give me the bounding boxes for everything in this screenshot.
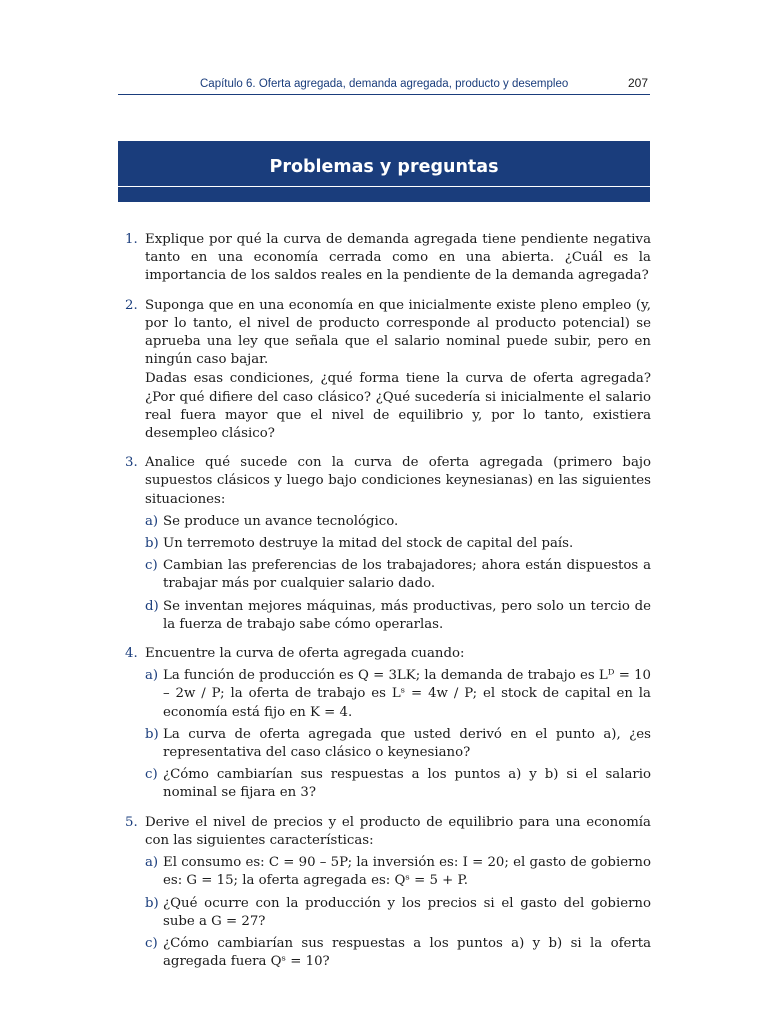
sub-question-letter: b) xyxy=(145,536,159,552)
sub-question-text: ¿Qué ocurre con la producción y los precios si el gasto del gobierno sube a G = 27? xyxy=(163,895,651,929)
problem-number: 1. xyxy=(125,232,138,247)
problem-text: Dadas esas condiciones, ¿qué forma tiene la curva de oferta agregada? ¿Por qué difiere del caso clásico? ¿Qué sucedería si inicialmente el salario real fuera mayor que el nivel de equilibrio y, por lo tanto, existiera desempleo clásico? xyxy=(145,371,651,442)
sub-question-text: Se inventan mejores máquinas, más productivas, pero solo un tercio de la fuerza de trabajo sabe cómo operarlas. xyxy=(163,598,651,632)
problem-number: 3. xyxy=(125,455,138,471)
sub-question xyxy=(145,895,651,931)
problem-text: Analice qué sucede con la curva de oferta agregada (primero bajo supuestos clásicos y luego bajo condiciones keynesianas) en las siguientes situaciones: xyxy=(145,455,651,507)
sub-question-text: La curva de oferta agregada que usted derivó en el punto a), ¿es representativa del caso clásico o keynesiano? xyxy=(163,726,651,761)
sub-question-letter: b) xyxy=(145,895,159,911)
problem-list xyxy=(118,231,651,982)
sub-question-letter: c) xyxy=(145,767,158,783)
sub-question-letter: a) xyxy=(145,668,159,684)
problem-text: Explique por qué la curva de demanda agregada tiene pendiente negativa tanto en una economía cerrada como en una abierta. ¿Cuál es la importancia de los saldos reales en la pendiente de la demanda agregada? xyxy=(145,232,651,284)
sub-question-text: ¿Cómo cambiarían sus respuestas a los puntos a) y b) si el salario nominal se fijara en 3? xyxy=(163,767,651,801)
page-number: 207 xyxy=(627,76,648,90)
problem-item xyxy=(118,645,651,803)
sub-question xyxy=(145,667,651,722)
sub-question xyxy=(145,557,651,593)
section-title: Problemas y preguntas xyxy=(269,157,499,177)
problem-item xyxy=(118,454,651,634)
sub-question xyxy=(145,766,651,802)
problem-text: Suponga que en una economía en que inicialmente existe pleno empleo (y, por lo tanto, el nivel de producto corresponde al producto potencial) se aprueba una ley que señala que el salario nominal puede subir, pero en ningún caso bajar. xyxy=(145,297,651,368)
sub-question-letter: a) xyxy=(145,855,159,871)
sub-question-text: La función de producción es Q = 3LK; la demanda de trabajo es Lᴰ = 10 – 2w / P; la oferta de trabajo es Lˢ = 4w / P; el stock de capital en la economía está fijo en K = 4. xyxy=(163,668,651,720)
sub-question-letter: c) xyxy=(145,558,158,574)
banner-divider xyxy=(118,186,650,187)
sub-question-text: Un terremoto destruye la mitad del stock de capital del país. xyxy=(163,536,574,552)
section-banner xyxy=(118,141,650,202)
problem-item xyxy=(118,297,651,444)
problem-number: 5. xyxy=(125,814,138,830)
sub-question-letter: d) xyxy=(145,598,159,614)
sub-question xyxy=(145,535,651,553)
sub-question-text: El consumo es: C = 90 – 5P; la inversión es: I = 20; el gasto de gobierno es: G = 15; la oferta agregada es: Qˢ = 5 + P. xyxy=(163,855,651,889)
page-header xyxy=(118,76,650,95)
running-title: Capítulo 6. Oferta agregada, demanda agregada, producto y desempleo xyxy=(200,78,569,90)
sub-question-letter: a) xyxy=(145,513,159,529)
sub-question xyxy=(145,513,651,531)
problem-number: 2. xyxy=(125,297,138,313)
sub-question xyxy=(145,598,651,634)
problem-text: Encuentre la curva de oferta agregada cuando: xyxy=(145,646,465,662)
problem-number: 4. xyxy=(125,646,138,662)
problem-item xyxy=(118,231,651,286)
sub-question-letter: b) xyxy=(145,726,159,742)
sub-question-text: ¿Cómo cambiarían sus respuestas a los puntos a) y b) si la oferta agregada fuera Qˢ = 10? xyxy=(163,935,651,970)
problem-text: Derive el nivel de precios y el producto de equilibrio para una economía con las siguientes características: xyxy=(145,814,651,848)
sub-question xyxy=(145,854,651,890)
sub-question xyxy=(145,935,651,971)
sub-question-text: Cambian las preferencias de los trabajadores; ahora están dispuestos a trabajar más por cualquier salario dado. xyxy=(163,558,651,592)
sub-question-letter: c) xyxy=(145,935,158,951)
problem-item xyxy=(118,814,651,972)
sub-question-text: Se produce un avance tecnológico. xyxy=(163,513,399,529)
sub-question xyxy=(145,726,651,762)
